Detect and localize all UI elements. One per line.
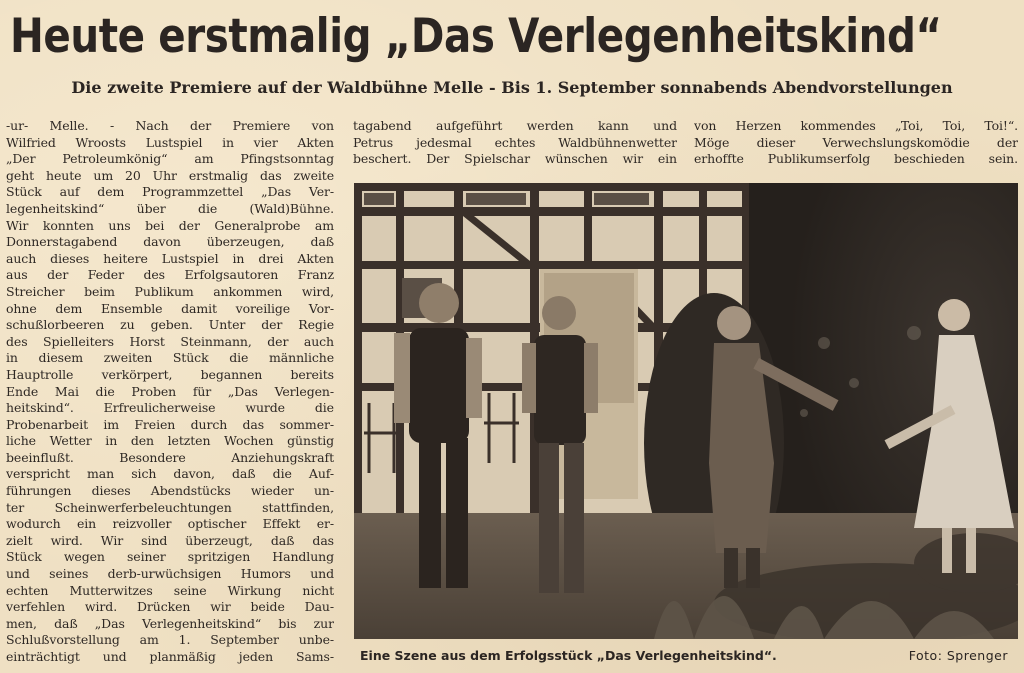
text-line: einträchtigt und planmäßig jeden Sams- <box>6 649 334 664</box>
text-line: Schlußvorstellung am 1. September unbe- <box>6 632 334 648</box>
text-line: Donnerstagabend davon überzeugen, daß <box>6 234 334 250</box>
text-line: „Der Petroleumkönig“ am Pfingstsonntag <box>6 151 334 167</box>
text-line: heitskind“. Erfreulicherweise wurde die <box>6 400 334 416</box>
text-line: ter Scheinwerferbeleuchtungen stattfinden, <box>6 499 334 515</box>
text-line: beeinflußt. Besondere Anziehungskraft <box>6 449 334 465</box>
text-line: des Spielleiters Horst Steinmann, der auch <box>6 333 334 349</box>
text-line: erhoffte Publikumserfolg beschieden sein. <box>694 151 1018 167</box>
headline: Heute erstmalig „Das Verlegenheitskind“ <box>10 9 942 64</box>
text-line: wodurch ein reizvoller optischer Effekt er- <box>6 516 334 532</box>
text-line: tagabend aufgeführt werden kann und <box>353 118 677 133</box>
subheadline: Die zweite Premiere auf der Waldbühne Melle - Bis 1. September sonnabends Abendvorstellungen <box>71 78 953 97</box>
caption-text: Eine Szene aus dem Erfolgsstück „Das Verlegenheitskind“. <box>360 648 777 663</box>
text-line: und seines derb-urwüchsigen Humors und <box>6 566 334 582</box>
text-line: verfehlen wird. Drücken wir beide Dau- <box>6 599 334 615</box>
text-line: Möge dieser Verwechslungskomödie der <box>694 134 1018 150</box>
text-line: -ur- Melle. - Nach der Premiere von <box>6 118 334 133</box>
text-line: in diesem zweiten Stück die männliche <box>6 350 334 366</box>
text-line: Ende Mai die Proben für „Das Verlegen- <box>6 383 334 399</box>
text-line: Wir konnten uns bei der Generalprobe am <box>6 217 334 233</box>
text-line: liche Wetter in den letzten Wochen günstig <box>6 433 334 449</box>
text-line: verspricht man sich davon, daß die Auf- <box>6 466 334 482</box>
text-line: Wilfried Wroosts Lustspiel in vier Akten <box>6 134 334 150</box>
text-line: beschert. Der Spielschar wünschen wir ein <box>353 151 677 167</box>
text-line: Streicher beim Publikum ankommen wird, <box>6 283 334 299</box>
text-line: auch dieses heitere Lustspiel in drei Akten <box>6 250 334 266</box>
text-line: Hauptrolle verkörpert, begannen bereits <box>6 366 334 382</box>
text-line: Stück wegen seiner spritzigen Handlung <box>6 549 334 565</box>
article-column-1 <box>6 118 334 666</box>
text-line: geht heute um 20 Uhr erstmalig das zweite <box>6 167 334 183</box>
text-line: schußlorbeeren zu geben. Unter der Regie <box>6 317 334 333</box>
text-line: echten Mutterwitzes seine Wirkung nicht <box>6 582 334 598</box>
text-line: Probenarbeit im Freien durch das sommer- <box>6 416 334 432</box>
photo-credit: Foto: Sprenger <box>908 648 1008 663</box>
photo-caption <box>354 645 1018 667</box>
text-line: legenheitskind“ über die (Wald)Bühne. <box>6 200 334 216</box>
text-line: Petrus jedesmal echtes Waldbühnenwetter <box>353 134 677 150</box>
article-column-3 <box>694 118 1018 168</box>
text-line: zielt wird. Wir sind überzeugt, daß das <box>6 532 334 548</box>
stage-scene-photo <box>354 183 1018 639</box>
article-column-2 <box>353 118 677 168</box>
text-line: von Herzen kommendes „Toi, Toi, Toi!“. <box>694 118 1018 133</box>
text-line: aus der Feder des Erfolgsautoren Franz <box>6 267 334 283</box>
text-line: Stück auf dem Programmzettel „Das Ver- <box>6 184 334 200</box>
text-line: men, daß „Das Verlegenheitskind“ bis zur <box>6 615 334 631</box>
text-line: führungen dieses Abendstücks wieder un- <box>6 483 334 499</box>
text-line: ohne dem Ensemble damit voreilige Vor- <box>6 300 334 316</box>
